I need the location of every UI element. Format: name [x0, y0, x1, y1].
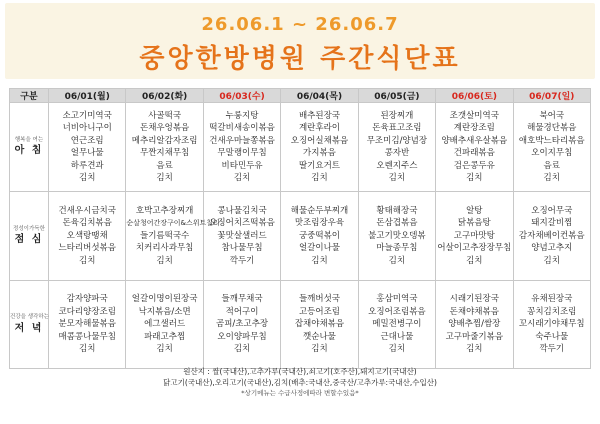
meal-label [10, 103, 49, 192]
menu-item: 얼갈이나물 [298, 243, 340, 254]
menu-cell [203, 103, 280, 192]
meal-name: 저 녁 [14, 322, 44, 334]
menu-item: 메추리알감자조림 [131, 135, 198, 146]
menu-item: 돈육표고조림 [372, 123, 422, 133]
menu-item: 에그샐러드 [144, 319, 186, 330]
menu-item: 들깨버섯국 [298, 294, 340, 305]
menu-item: 돼지갈비찜 [531, 218, 573, 229]
menu-item: 연근조림 [70, 135, 104, 146]
menu-item: 파래고추찜 [144, 331, 186, 342]
meal-subtitle: 정성이가득한 [13, 225, 45, 232]
menu-item: 건새우시금치국 [58, 205, 116, 216]
menu-item: 김치 [388, 255, 406, 266]
menu-body [10, 103, 591, 369]
meal-subtitle: 행복을 여는 [14, 136, 44, 143]
menu-cell [281, 103, 358, 192]
menu-item: 치커리사과무침 [135, 243, 194, 254]
menu-item: 돈채야채볶음 [449, 306, 499, 317]
menu-item: 어살이고추장장무침 [437, 243, 512, 254]
menu-item: 김치 [543, 173, 560, 183]
menu-item: 유채된장국 [531, 294, 573, 305]
day-header: 06/06(토) [436, 89, 513, 103]
day-header: 06/05(금) [358, 89, 435, 103]
menu-item: 꽃맛살샐러드 [217, 230, 267, 241]
menu-item: 김치 [78, 255, 96, 266]
menu-item: 코다리양장조림 [58, 306, 116, 317]
menu-item: 고구마맛탕 [453, 230, 495, 241]
origin-line2: 닭고기(국내산),오리고기(국내산),김치(배추:국내산,중국산/고추가루:국내산,수입산) [163, 378, 437, 387]
menu-item: 알탕 [466, 205, 483, 216]
menu-item: 콩나물김치국 [217, 205, 267, 216]
menu-item: 계란후라이 [298, 123, 340, 133]
meal-row [10, 281, 591, 369]
menu-item: 순살청어간장구이&스위트칠리 [126, 219, 220, 228]
menu-item: 김치 [233, 344, 251, 355]
meal-name: 아 침 [14, 145, 44, 157]
menu-cell [126, 281, 203, 369]
menu-item: 김치 [466, 173, 483, 183]
menu-item: 음료 [156, 160, 173, 171]
menu-item: 근대나물 [380, 331, 414, 342]
menu-item: 메밀전병구이 [372, 319, 422, 330]
menu-cell [203, 281, 280, 369]
menu-item: 김치 [156, 173, 173, 183]
menu-cell [513, 103, 590, 192]
menu-item: 오징어조림볶음 [368, 306, 426, 317]
menu-item: 무짠지채무침 [139, 148, 190, 158]
menu-item: 닭볶음탕 [457, 218, 491, 229]
menu-item: 사골떡국 [148, 110, 182, 121]
menu-item: 검은콩두유 [453, 160, 495, 171]
menu-item: 얼갈이명이된장국 [131, 294, 198, 305]
menu-item: 김치 [78, 344, 96, 355]
day-header: 06/03(수) [203, 89, 280, 103]
menu-item: 들기름떡국수 [139, 230, 190, 241]
menu-cell [281, 192, 358, 281]
menu-item: 깍두기 [539, 344, 565, 355]
menu-item: 콩자반 [384, 148, 410, 158]
menu-item: 무말랭이무침 [217, 148, 267, 158]
menu-item: 떡갈비새송이볶음 [209, 123, 275, 133]
menu-item: 느타리버섯볶음 [58, 243, 116, 254]
meal-label [10, 281, 49, 369]
menu-item: 숙주나물 [535, 331, 569, 342]
menu-item: 호박고추장찌개 [135, 205, 194, 216]
menu-item: 비타민두유 [221, 160, 263, 171]
menu-item: 맛조림장우육 [294, 218, 345, 229]
menu-item: 김치 [311, 255, 328, 266]
menu-cell [281, 281, 358, 369]
weekly-menu-table [9, 88, 591, 369]
menu-item: 매콤콩나물무침 [58, 331, 116, 342]
menu-item: 소고기미역국 [62, 110, 112, 121]
menu-item: 깻순나물 [303, 331, 336, 342]
meal-name: 점 심 [14, 234, 44, 246]
menu-item: 들깨무채국 [221, 294, 263, 305]
menu-item: 깍두기 [229, 255, 255, 266]
menu-cell [49, 281, 126, 369]
menu-item: 돈삼겹볶음 [376, 218, 418, 229]
menu-item: 불고기맛오뎅볶 [368, 230, 426, 241]
menu-item: 오이지무침 [531, 148, 573, 158]
menu-item: 양념고추지 [531, 243, 573, 254]
day-header: 06/07(일) [513, 89, 590, 103]
menu-item: 무조미김/양념장 [366, 135, 428, 146]
menu-item: 얼무나물 [70, 148, 104, 158]
menu-item: 낙지볶음/소면 [138, 306, 191, 317]
meal-subtitle: 건강을 생각하는 [10, 314, 49, 321]
menu-cell [513, 192, 590, 281]
menu-item: 김치 [311, 344, 328, 355]
gubun-header: 구분 [10, 89, 49, 103]
menu-item: 김치 [78, 173, 96, 183]
menu-item: 고구마줄기볶음 [445, 331, 504, 342]
menu-item: 김치 [311, 173, 328, 183]
menu-item: 홍삼미역국 [376, 294, 418, 305]
origin-info [0, 366, 600, 377]
menu-item: 애호박느타리볶음 [518, 135, 585, 146]
menu-item: 꼬시래기야채무침 [518, 319, 585, 330]
menu-item: 꽁치김치조림 [527, 306, 577, 317]
menu-item: 분모자해물볶음 [58, 319, 116, 330]
menu-item: 음료 [543, 160, 560, 171]
menu-item: 너비아니구이 [62, 123, 112, 133]
menu-cell [126, 192, 220, 281]
menu-cell [203, 192, 280, 281]
menu-item: 오징어치즈떡볶음 [209, 218, 275, 229]
menu-item: 계란장조림 [453, 123, 495, 133]
menu-cell [126, 103, 203, 192]
menu-item: 돈채우엉볶음 [139, 123, 190, 133]
menu-item: 건새우마늘쫑볶음 [209, 135, 275, 146]
origin-label: 원산지 : [183, 367, 210, 376]
menu-cell [358, 281, 435, 369]
menu-item: 마늘종무침 [376, 243, 418, 254]
menu-change-note: *상기메뉴는 수급사정에따라 변할수있음* [241, 389, 359, 397]
menu-item: 김치 [543, 255, 560, 266]
menu-item: 김치 [156, 344, 173, 355]
menu-item: 김치 [388, 344, 406, 355]
menu-item: 김치 [156, 255, 173, 266]
menu-item: 누룽지탕 [225, 110, 259, 121]
menu-cell [436, 103, 513, 192]
menu-cell [358, 103, 435, 192]
menu-item: 황태해장국 [376, 205, 418, 216]
table-header-row [10, 89, 591, 103]
menu-item: 된장찌개 [380, 110, 414, 121]
menu-item: 김치 [233, 173, 251, 183]
menu-item: 잡채야채볶음 [294, 319, 345, 330]
meal-row [10, 103, 591, 192]
menu-cell [49, 103, 126, 192]
menu-item: 시래기된장국 [449, 294, 499, 305]
menu-item: 적어구이 [225, 306, 259, 317]
menu-item: 김치 [466, 344, 483, 355]
day-header: 06/01(월) [49, 89, 126, 103]
menu-cell [358, 192, 435, 281]
day-header: 06/02(화) [126, 89, 203, 103]
menu-item: 가지볶음 [303, 148, 336, 158]
menu-item: 고등어조림 [298, 306, 340, 317]
date-range: 26.06.1 ~ 26.06.7 [201, 14, 399, 35]
menu-item: 궁중떡볶이 [298, 230, 340, 241]
menu-item: 오이양파무침 [217, 331, 267, 342]
menu-item: 참나물무침 [221, 243, 263, 254]
footer [0, 366, 600, 399]
menu-item: 돈육김치볶음 [62, 218, 112, 229]
menu-item: 김치 [388, 173, 406, 183]
meal-label [10, 192, 49, 281]
menu-item: 건파래볶음 [453, 148, 495, 158]
menu-item: 감자양파국 [66, 294, 108, 305]
menu-item: 양배추새우살볶음 [441, 135, 508, 146]
menu-item: 오색랑땡채 [66, 230, 108, 241]
menu-item: 북어국 [539, 110, 565, 121]
menu-cell [436, 281, 513, 369]
menu-item: 오징어실채볶음 [290, 135, 349, 146]
menu-item: 해물경단볶음 [527, 123, 577, 133]
menu-item: 하루견과 [70, 160, 104, 171]
menu-cell [49, 192, 126, 281]
origin-line1: 쌀(국내산),고추가루(국내산),쇠고기(호주산),돼지고기(국내산) [212, 367, 417, 376]
menu-cell [513, 281, 590, 369]
menu-item: 조갯살미역국 [449, 110, 499, 121]
menu-item: 감자채베이컨볶음 [518, 230, 585, 241]
page-title: 중앙한방병원 주간식단표 [139, 44, 461, 74]
menu-item: 오렌지주스 [376, 160, 418, 171]
menu-item: 딸기요거트 [298, 160, 340, 171]
menu-item: 김치 [466, 255, 483, 266]
menu-item: 오징어무국 [531, 205, 573, 216]
menu-cell [436, 192, 513, 281]
menu-item: 해물순두부찌개 [290, 205, 349, 216]
day-header: 06/04(목) [281, 89, 358, 103]
menu-item: 배추된장국 [298, 110, 340, 121]
menu-item: 곰피/초고추장 [215, 319, 269, 330]
meal-row [10, 192, 591, 281]
menu-item: 양배추찜/쌈장 [448, 319, 501, 330]
